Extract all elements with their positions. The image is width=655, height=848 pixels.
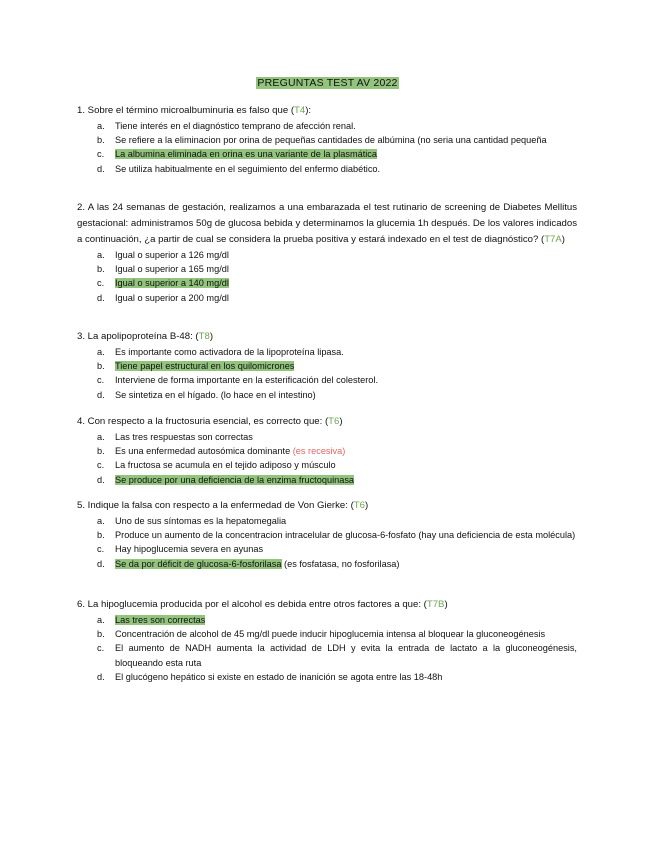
question-1 [77,103,577,176]
option-c: c. La fructosa se acumula en el tejido adiposo y músculo [97,460,336,471]
options-list [77,248,577,305]
option-c: c. Igual o superior a 140 mg/dl [97,278,229,289]
topic-tag: T4 [294,105,306,116]
topic-tag: T6 [353,500,365,511]
topic-tag: T8 [198,331,210,342]
option-b: b. Concentración de alcohol de 45 mg/dl puede inducir hipoglucemia intensa al bloquear la gluconeogénesis [97,629,546,640]
option-d: d. Se utiliza habitualmente en el seguimiento del enfermo diabético. [97,163,381,174]
options-list [77,345,577,402]
options-list [77,430,577,487]
option-a: a. Tiene interés en el diagnóstico temprano de afección renal. [97,121,356,131]
question-text: 5. Indique la falsa con respecto a la enfermedad de Von Gierke: (T6) [77,500,369,511]
option-a: a. Uno de sus síntomas es la hepatomegalia [97,516,287,526]
option-a: a. Las tres respuestas son correctas [97,432,253,442]
question-text: 3. La apolipoproteína B-48: (T8) [77,331,214,342]
option-c: c. Interviene de forma importante en la esterificación del colesterol. [97,375,379,386]
question-3 [77,329,577,402]
topic-tag: T7B [426,599,445,610]
options-list [77,514,577,571]
option-b: b. Tiene papel estructural en los quilomicrones [97,361,295,372]
options-list [77,119,577,176]
option-b: b. Produce un aumento de la concentracion intracelular de glucosa-6-fosfato (hay una deficiencia de esta molécula) [97,530,576,541]
question-5 [77,498,577,571]
option-d: d. El glucógeno hepático si existe en estado de inanición se agota entre las 18-48h [97,671,443,682]
highlighted-answer: Igual o superior a 140 mg/dl [115,278,229,289]
question-text: 2. A las 24 semanas de gestación, realizamos a una embarazada el test rutinario de screening de Diabetes Mellitus gestacional: administramos 50g de glucosa bebida y determinamos la glucemia 1h después. De los valores indicados a continuación, ¿a partir de cual se considera la prueba positiva y estará indexado en el test de diagnóstico? (T7A) [77,202,577,245]
topic-tag: T6 [328,416,340,427]
option-c: c. Hay hipoglucemia severa en ayunas [97,544,264,555]
option-d: d. Se produce por una deficiencia de la enzima fructoquinasa [97,474,355,485]
option-a: a. Las tres son correctas [97,615,206,625]
highlighted-answer: La albumina eliminada en orina es una variante de la plasmática [115,149,378,160]
option-c: c. El aumento de NADH aumenta la actividad de LDH y evita la entrada de lactato a la gluconeogénesis, bloqueando esta ruta [97,643,577,668]
highlighted-answer: Las tres son correctas [115,615,206,625]
question-4 [77,414,577,487]
highlighted-answer: Se produce por una deficiencia de la enzima fructoquinasa [115,474,355,485]
topic-tag: T7A [544,234,562,245]
question-6 [77,597,577,684]
highlighted-answer: Tiene papel estructural en los quilomicrones [115,361,295,372]
highlighted-answer: Se da por déficit de glucosa-6-fosforilasa [115,558,282,569]
question-text: 6. La hipoglucemia producida por el alcohol es debida entre otros factores a que: (T7B) [77,599,448,610]
option-b: b. Se refiere a la eliminacion por orina de pequeñas cantidades de albúmina (no seria una cantidad pequeña [97,135,547,146]
option-b: b. Es una enfermedad autosómica dominante (es recesiva) [97,446,346,457]
option-d: d. Se da por déficit de glucosa-6-fosforilasa (es fosfatasa, no fosforilasa) [97,558,400,569]
option-b: b. Igual o superior a 165 mg/dl [97,264,229,275]
question-text: 1. Sobre el término microalbuminuria es falso que (T4): [77,105,312,116]
correction-note: (es recesiva) [292,446,346,457]
document-title: PREGUNTAS TEST AV 2022 [257,77,398,89]
option-d: d. Se sintetiza en el hígado. (lo hace en el intestino) [97,389,316,400]
option-a: a. Igual o superior a 126 mg/dl [97,250,229,260]
options-list [77,613,577,684]
question-2 [77,200,577,305]
option-d: d. Igual o superior a 200 mg/dl [97,292,229,303]
option-a: a. Es importante como activadora de la lipoproteína lipasa. [97,347,344,357]
option-c: c. La albumina eliminada en orina es una variante de la plasmática [97,149,378,160]
question-text: 4. Con respecto a la fructosuria esencial, es correcto que: (T6) [77,416,343,427]
